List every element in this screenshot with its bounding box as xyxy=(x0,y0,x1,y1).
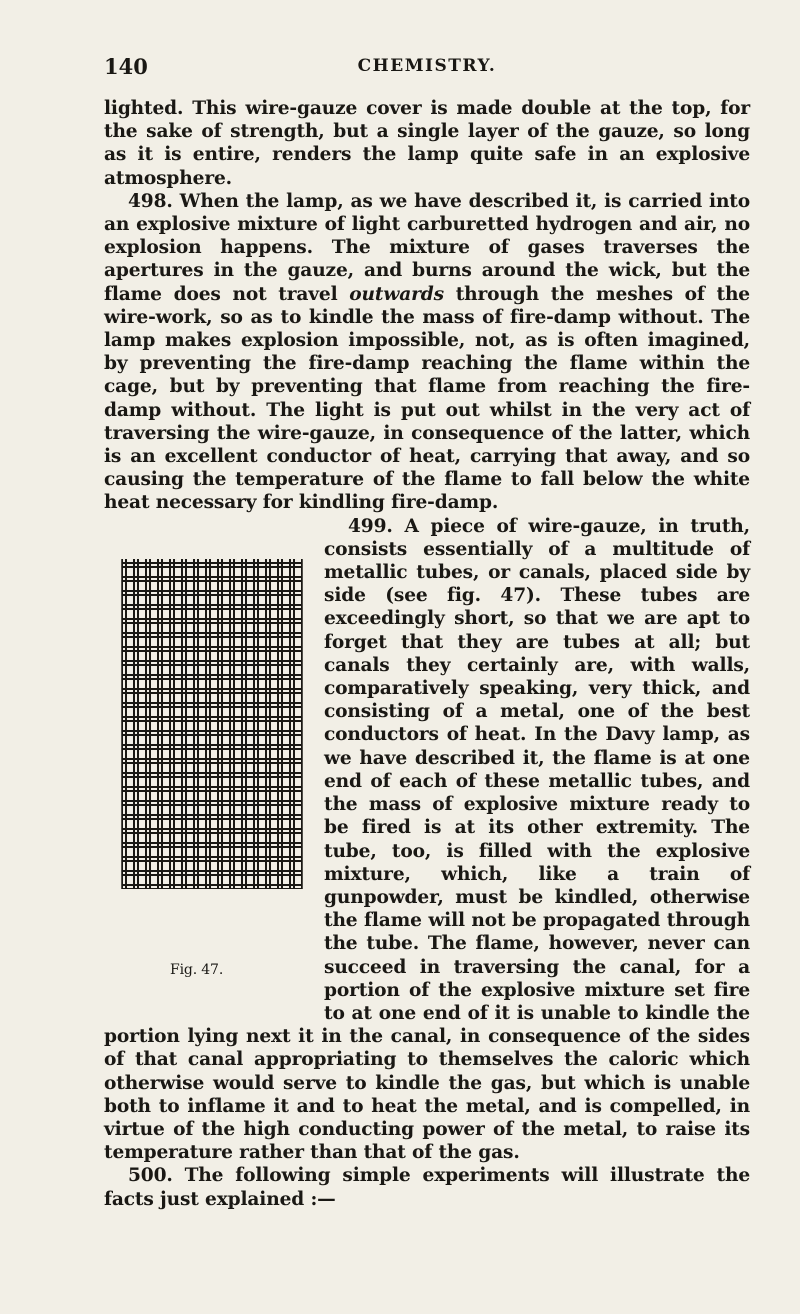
paragraph-498 xyxy=(104,190,750,515)
paragraph-500: 500. The following simple experiments will illustrate the facts just explained :— xyxy=(104,1165,750,1210)
paragraph-499-text: 499. A piece of wire-gauze, in truth, consists essentially of a multitude of metallic tubes, or canals, placed side by side (see fig. 47). These tubes are exceedingly short, so that we are apt to forget that they are tubes at all; but canals they certainly are, with walls, comparatively speaking, very thick, and consisting of a metal, one of the best conductors of heat. In the Davy lamp, as we have described it, the flame is at one end of each of these metallic tubes, and the mass of explosive mixture ready to be fired is at its other extremity. The tube, too, is filled with the explosive mixture, which, like a train of gunpowder, must be kindled, otherwise the flame will not be propagated through the tube. The flame, however, never can succeed in traversing the canal, for a portion of the explosive mixture set fire to at one end of it is unable to kindle the portion lying next it in the canal, in consequence of the sides of that canal appropriating to themselves the caloric which otherwise would serve to kindle the gas, but which is unable both to inflame it and to heat the metal, and is compelled, in virtue of the high conducting power of the metal, to raise its temperature rather than that of the gas. xyxy=(104,515,750,1164)
running-head: CHEMISTRY. xyxy=(357,56,497,76)
paragraph-continued: lighted. This wire-gauze cover is made double at the top, for the sake of strength, but a single layer of the gauze, so long as it is entire, renders the lamp quite safe in an explosive atmosphere. xyxy=(104,98,750,189)
figure-caption: Fig. 47. xyxy=(170,961,224,978)
body-text xyxy=(104,97,750,1211)
wire-gauze-illustration xyxy=(118,559,308,949)
paragraph-499 xyxy=(104,515,750,1165)
paragraph-498-part1: 498. When the lamp, as we have described it, is carried into an explosive mixture of light carburetted hydrogen and air, no explosion happens. The mixture of gases traverses the apertures in the gauze, and burns around the wick, but the flame does not travel xyxy=(104,190,750,305)
page-header xyxy=(104,54,750,84)
paragraph-498-part2: through the meshes of the wire-work, so as to kindle the mass of fire-damp without. The lamp makes explosion impossible, not, as is often imagined, by preventing the fire-damp reaching the flame within the cage, but by preventing that flame from reaching the fire-damp without. The light is put out whilst in the very act of traversing the wire-gauze, in consequence of the latter, which is an excellent conductor of heat, carrying that away, and so causing the temperature of the flame to fall below the white heat necessary for kindling fire-damp. xyxy=(104,283,750,514)
emphasis-outwards: outwards xyxy=(349,283,444,305)
figure-47 xyxy=(102,559,312,1019)
page-number: 140 xyxy=(104,54,148,79)
